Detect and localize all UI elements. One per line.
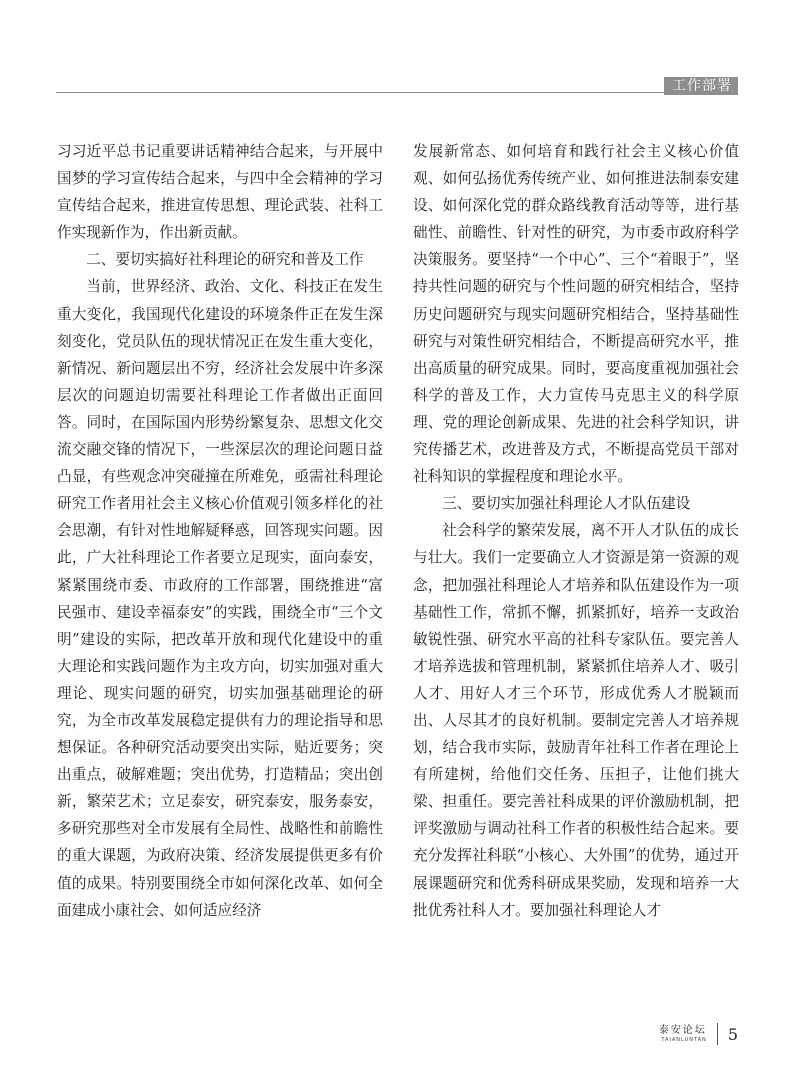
- header-rule: [56, 92, 738, 93]
- page-footer: [659, 1019, 738, 1049]
- journal-name-en: TAIANLUNTAN: [661, 1036, 707, 1043]
- section-tag: 工作部署: [664, 77, 738, 95]
- right-column: [413, 138, 739, 924]
- paragraph: 当前，世界经济、政治、文化、科技正在发生重大变化，我国现代化建设的环境条件正在发生深刻变化，党员队伍的现状情况正在发生重大变化，新情况、新问题层出不穷，经济社会发展中许多深层次的问题迫切需要社科理论工作者做出正面回答。同时，在国际国内形势纷繁复杂、思想文化交流交融交锋的情况下，一些深层次的理论问题日益凸显，有些观念冲突碰撞在所难免，亟需社科理论研究工作者用社会主义核心价值观引领多样化的社会思潮，有针对性地解疑释惑，回答现实问题。因此，广大社科理论工作者要立足现实，面向泰安，紧紧围绕市委、市政府的工作部署，围绕推进“富民强市、建设幸福泰安”的实践，围绕全市“三个文明”建设的实际，把改革开放和现代化建设中的重大理论和实践问题作为主攻方向，切实加强对重大理论、现实问题的研究，切实加强基础理论的研究，为全市改革发展稳定提供有力的理论指导和思想保证。各种研究活动要突出实际，贴近要务；突出重点，破解难题；突出优势，打造精品；突出创新，繁荣艺术；立足泰安，研究泰安，服务泰安，多研究那些对全市发展有全局性、战略性和前瞻性的重大课题，为政府决策、经济发展提供更多有价值的成果。特别要围绕全市如何深化改革、如何全面建成小康社会、如何适应经济: [57, 278, 383, 919]
- section-heading: 二、要切实搞好社科理论的研究和普及工作: [86, 251, 364, 269]
- section-heading: 三、要切实加强社科理论人才队伍建设: [442, 495, 691, 513]
- journal-brand: [659, 1025, 707, 1044]
- journal-name-cn: 泰安论坛: [658, 1024, 707, 1036]
- page-number: 5: [727, 1024, 738, 1044]
- paragraph: 发展新常态、如何培育和践行社会主义核心价值观、如何弘扬优秀传统产业、如何推进法制泰安建设、如何深化党的群众路线教育活动等等，进行基础性、前瞻性、针对性的研究，为市委市政府科学决策服务。要坚持“一个中心”、三个“着眼于”，坚持共性问题的研究与个性问题的研究相结合，坚持历史问题研究与现实问题研究相结合，坚持基础性研究与对策性研究相结合，不断提高研究水平，推出高质量的研究成果。同时，要高度重视加强社会科学的普及工作，大力宣传马克思主义的科学原理、党的理论创新成果、先进的社会科学知识，讲究传播艺术，改进普及方式，不断提高党员干部对社科知识的掌握程度和理论水平。: [413, 143, 739, 486]
- paragraph: 习习近平总书记重要讲话精神结合起来，与开展中国梦的学习宣传结合起来，与四中全会精神的学习宣传结合起来，推进宣传思想、理论武装、社科工作实现新作为，作出新贡献。: [57, 143, 383, 242]
- paragraph: 社会科学的繁荣发展，离不开人才队伍的成长与壮大。我们一定要确立人才资源是第一资源的观念，把加强社科理论人才培养和队伍建设作为一项基础性工作，常抓不懈，抓紧抓好，培养一支政治敏锐性强、研究水平高的社科专家队伍。要完善人才培养选拔和管理机制，紧紧抓住培养人才、吸引人才、用好人才三个环节，形成优秀人才脱颖而出、人尽其才的良好机制。要制定完善人才培养规划，结合我市实际，鼓励青年社科工作者在理论上有所建树，给他们交任务、压担子，让他们挑大梁、担重任。要完善社科成果的评价激励机制，把评奖激励与调动社科工作者的积极性结合起来。要充分发挥社科联“小核心、大外围”的优势，通过开展课题研究和优秀科研成果奖励，发现和培养一大批优秀社科人才。要加强社科理论人才: [413, 522, 739, 919]
- footer-divider: [717, 1023, 718, 1045]
- left-column: [57, 138, 383, 924]
